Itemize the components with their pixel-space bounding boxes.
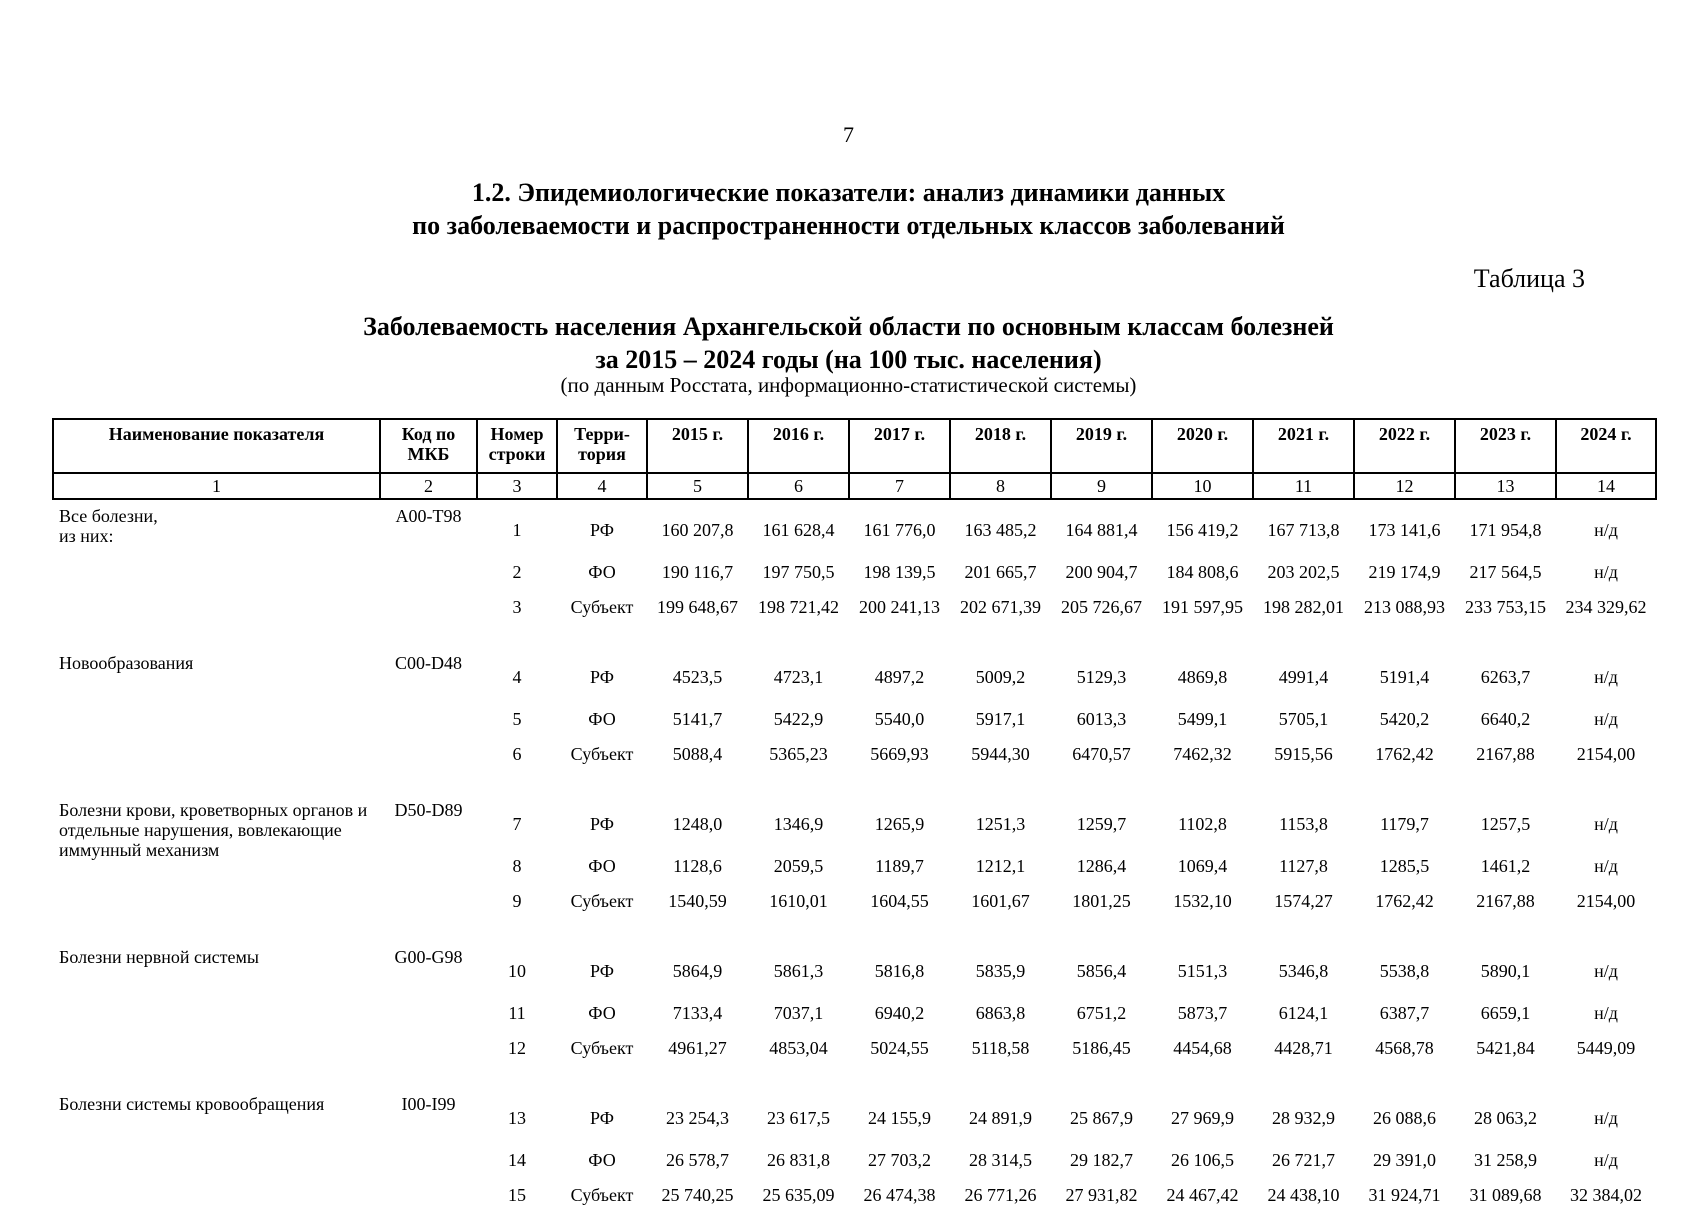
- value-cell: 32 384,02: [1570, 1184, 1642, 1205]
- value-cell: 31 089,68: [1469, 1184, 1542, 1205]
- value-cell: 27 931,82: [1065, 1184, 1138, 1205]
- row-number: 12: [508, 1037, 526, 1058]
- value-cell: 5421,84: [1476, 1037, 1535, 1058]
- value-cell: 164 881,4: [1065, 520, 1138, 540]
- value-cell: 4869,8: [1177, 667, 1228, 687]
- value-cell: 1285,5: [1379, 855, 1430, 876]
- value-cell: 7462,32: [1173, 743, 1232, 764]
- value-cell: 200 904,7: [1065, 561, 1138, 582]
- value-cell: 190 116,7: [661, 561, 734, 582]
- value-cell: 2167,88: [1476, 743, 1535, 764]
- value-cell: 5141,7: [672, 708, 723, 729]
- row-number: 15: [508, 1184, 526, 1205]
- territory: Субъект: [570, 596, 634, 617]
- row-number: 14: [508, 1149, 526, 1170]
- column-number-row: [53, 473, 1656, 499]
- value-cell: 25 867,9: [1070, 1108, 1133, 1128]
- value-cell: 2154,00: [1576, 743, 1636, 764]
- value-cell: 24 438,10: [1267, 1184, 1340, 1205]
- value-cell: 4723,1: [773, 667, 824, 687]
- territory: Субъект: [570, 1037, 634, 1058]
- value-cell: 4853,04: [769, 1037, 828, 1058]
- table-row: [53, 941, 1656, 995]
- header-year: 2023 г.: [1455, 419, 1556, 473]
- value-cell: 1212,1: [975, 855, 1026, 876]
- value-cell: 5151,3: [1177, 961, 1228, 981]
- section-title: [0, 176, 1697, 242]
- column-number: 6: [748, 473, 849, 499]
- value-cell: 6640,2: [1480, 708, 1531, 729]
- value-cell: 5540,0: [874, 708, 925, 729]
- value-cell: 5861,3: [773, 961, 824, 981]
- column-number: 5: [647, 473, 748, 499]
- value-cell: 5191,4: [1379, 667, 1430, 687]
- header-year: 2019 г.: [1051, 419, 1152, 473]
- territory: Субъект: [570, 1184, 634, 1205]
- value-cell: 234 329,62: [1565, 596, 1647, 617]
- value-cell: 26 474,38: [863, 1184, 936, 1205]
- value-cell: 5917,1: [975, 708, 1026, 729]
- value-cell: 5856,4: [1076, 961, 1127, 981]
- value-cell: н/д: [1594, 814, 1618, 834]
- value-cell: 25 740,25: [661, 1184, 734, 1205]
- header-year: 2021 г.: [1253, 419, 1354, 473]
- spacer-cell: [53, 918, 1656, 941]
- value-cell: 6124,1: [1278, 1002, 1329, 1023]
- value-cell: 199 648,67: [657, 596, 738, 617]
- value-cell: 27 703,2: [868, 1149, 931, 1170]
- territory: РФ: [590, 667, 614, 687]
- value-cell: 1346,9: [773, 814, 824, 834]
- value-cell: 1259,7: [1076, 814, 1127, 834]
- value-cell: н/д: [1594, 708, 1618, 729]
- value-cell: 5186,45: [1072, 1037, 1131, 1058]
- value-cell: 1102,8: [1178, 814, 1227, 834]
- value-cell: 26 831,8: [767, 1149, 830, 1170]
- value-cell: 28 932,9: [1272, 1108, 1335, 1128]
- table-title-line2: за 2015 – 2024 годы (на 100 тыс. населения): [595, 345, 1102, 374]
- value-cell: 161 776,0: [863, 520, 936, 540]
- indicator-name: Болезни нервной системы: [59, 947, 260, 967]
- value-cell: 28 063,2: [1474, 1108, 1537, 1128]
- section-title-line2: по заболеваемости и распространенности отдельных классов заболеваний: [412, 211, 1285, 240]
- icd-code: I00-I99: [401, 1094, 456, 1114]
- territory: ФО: [588, 1002, 616, 1023]
- value-cell: 5705,1: [1278, 708, 1329, 729]
- header-year: 2016 г.: [748, 419, 849, 473]
- icd-code: G00-G98: [394, 947, 463, 967]
- table-title-line1: Заболеваемость населения Архангельской области по основным классам болезней: [363, 312, 1334, 341]
- value-cell: 27 969,9: [1171, 1108, 1234, 1128]
- value-cell: 1762,42: [1375, 743, 1434, 764]
- value-cell: 23 254,3: [666, 1108, 729, 1128]
- row-number: 5: [512, 708, 522, 729]
- table-label: Таблица 3: [1473, 264, 1585, 293]
- value-cell: 2059,5: [773, 855, 824, 876]
- value-cell: 5024,55: [870, 1037, 929, 1058]
- value-cell: 26 106,5: [1171, 1149, 1234, 1170]
- value-cell: 1179,7: [1380, 814, 1429, 834]
- header-code: Код по МКБ: [380, 419, 477, 473]
- value-cell: 6013,3: [1076, 708, 1127, 729]
- value-cell: 4523,5: [672, 667, 723, 687]
- territory: ФО: [588, 1149, 616, 1170]
- value-cell: 1604,55: [870, 890, 929, 911]
- value-cell: 1257,5: [1480, 814, 1531, 834]
- value-cell: 26 088,6: [1373, 1108, 1436, 1128]
- section-title-line1: 1.2. Эпидемиологические показатели: анализ динамики данных: [471, 178, 1226, 207]
- value-cell: 160 207,8: [661, 520, 734, 540]
- value-cell: 198 139,5: [863, 561, 936, 582]
- value-cell: 5118,58: [971, 1037, 1030, 1058]
- value-cell: 5538,8: [1379, 961, 1430, 981]
- value-cell: 198 721,42: [758, 596, 839, 617]
- value-cell: 31 924,71: [1368, 1184, 1441, 1205]
- value-cell: н/д: [1594, 855, 1618, 876]
- icd-code: C00-D48: [395, 653, 462, 673]
- column-number: 2: [380, 473, 477, 499]
- row-number: 6: [512, 743, 522, 764]
- column-number: 1: [53, 473, 380, 499]
- value-cell: 184 808,6: [1166, 561, 1239, 582]
- value-cell: 7133,4: [672, 1002, 723, 1023]
- row-number: 13: [508, 1108, 526, 1128]
- territory: ФО: [588, 855, 616, 876]
- value-cell: 5864,9: [672, 961, 723, 981]
- row-number: 2: [512, 561, 522, 582]
- table-row: [53, 1088, 1656, 1142]
- icd-code: A00-T98: [395, 506, 462, 526]
- icd-code: D50-D89: [394, 800, 463, 820]
- header-name: Наименование показателя: [53, 419, 380, 473]
- row-number: 1: [512, 520, 522, 540]
- value-cell: 197 750,5: [762, 561, 835, 582]
- value-cell: 1127,8: [1279, 855, 1328, 876]
- group-spacer: [53, 624, 1656, 647]
- column-number: 13: [1455, 473, 1556, 499]
- morbidity-table: [52, 418, 1657, 1212]
- value-cell: 1189,7: [875, 855, 924, 876]
- value-cell: 5669,93: [870, 743, 929, 764]
- column-number: 10: [1152, 473, 1253, 499]
- territory: ФО: [588, 708, 616, 729]
- indicator-name: Новообразования: [59, 653, 194, 673]
- value-cell: н/д: [1594, 561, 1618, 582]
- column-number: 14: [1556, 473, 1656, 499]
- value-cell: 156 419,2: [1166, 520, 1239, 540]
- value-cell: 1801,25: [1072, 890, 1131, 911]
- value-cell: 4568,78: [1375, 1037, 1434, 1058]
- value-cell: 198 282,01: [1263, 596, 1344, 617]
- value-cell: 202 671,39: [960, 596, 1041, 617]
- territory: РФ: [590, 1108, 614, 1128]
- column-number: 8: [950, 473, 1051, 499]
- header-year: 2022 г.: [1354, 419, 1455, 473]
- header-row-number: Номер строки: [477, 419, 557, 473]
- value-cell: 23 617,5: [767, 1108, 830, 1128]
- value-cell: н/д: [1594, 1108, 1618, 1128]
- value-cell: 6659,1: [1480, 1002, 1531, 1023]
- value-cell: 5088,4: [672, 743, 723, 764]
- value-cell: н/д: [1594, 1002, 1618, 1023]
- value-cell: 213 088,93: [1364, 596, 1445, 617]
- table-body: [53, 499, 1656, 1212]
- value-cell: 6470,57: [1072, 743, 1131, 764]
- value-cell: н/д: [1594, 961, 1618, 981]
- header-row: [53, 419, 1656, 473]
- value-cell: 1265,9: [874, 814, 925, 834]
- value-cell: 4961,27: [668, 1037, 727, 1058]
- row-number: 10: [508, 961, 526, 981]
- territory: РФ: [590, 520, 614, 540]
- value-cell: 5873,7: [1177, 1002, 1228, 1023]
- group-spacer: [53, 918, 1656, 941]
- value-cell: 163 485,2: [964, 520, 1037, 540]
- table-row: [53, 647, 1656, 701]
- value-cell: 5835,9: [975, 961, 1026, 981]
- value-cell: н/д: [1594, 1149, 1618, 1170]
- value-cell: 1610,01: [769, 890, 828, 911]
- value-cell: н/д: [1594, 520, 1618, 540]
- value-cell: 1762,42: [1375, 890, 1434, 911]
- value-cell: 24 467,42: [1166, 1184, 1239, 1205]
- value-cell: 201 665,7: [964, 561, 1037, 582]
- value-cell: 1601,67: [971, 890, 1030, 911]
- value-cell: 4897,2: [874, 667, 925, 687]
- value-cell: 191 597,95: [1162, 596, 1243, 617]
- value-cell: 6863,8: [975, 1002, 1026, 1023]
- value-cell: 1540,59: [668, 890, 727, 911]
- value-cell: 28 314,5: [969, 1149, 1032, 1170]
- value-cell: 6263,7: [1480, 667, 1531, 687]
- column-number: 12: [1354, 473, 1455, 499]
- value-cell: 1153,8: [1279, 814, 1328, 834]
- value-cell: 24 155,9: [868, 1108, 931, 1128]
- value-cell: 1248,0: [672, 814, 723, 834]
- row-number: 11: [508, 1002, 526, 1023]
- header-year: 2015 г.: [647, 419, 748, 473]
- value-cell: 26 578,7: [666, 1149, 729, 1170]
- value-cell: 173 141,6: [1368, 520, 1441, 540]
- row-number: 3: [512, 596, 522, 617]
- table-subtitle: (по данным Росстата, информационно-статистической системы): [560, 373, 1137, 397]
- value-cell: 4454,68: [1173, 1037, 1232, 1058]
- value-cell: 4428,71: [1274, 1037, 1333, 1058]
- header-year: 2018 г.: [950, 419, 1051, 473]
- value-cell: 5499,1: [1177, 708, 1228, 729]
- value-cell: 5944,30: [971, 743, 1030, 764]
- value-cell: 219 174,9: [1368, 561, 1441, 582]
- column-number: 4: [557, 473, 647, 499]
- value-cell: 31 258,9: [1474, 1149, 1537, 1170]
- value-cell: 6751,2: [1076, 1002, 1127, 1023]
- value-cell: 205 726,67: [1061, 596, 1142, 617]
- value-cell: 5129,3: [1076, 667, 1127, 687]
- row-number: 9: [512, 890, 522, 911]
- value-cell: 7037,1: [773, 1002, 824, 1023]
- row-number: 4: [512, 667, 522, 687]
- territory: Субъект: [570, 890, 634, 911]
- value-cell: 25 635,09: [762, 1184, 835, 1205]
- value-cell: 161 628,4: [762, 520, 835, 540]
- indicator-name: Болезни крови, кроветворных органов и отдельные нарушения, вовлекающие иммунный механизм: [59, 800, 368, 860]
- table-row: [53, 499, 1656, 554]
- column-number: 11: [1253, 473, 1354, 499]
- row-number: 8: [512, 855, 522, 876]
- value-cell: 5449,09: [1576, 1037, 1636, 1058]
- indicator-name: Болезни системы кровообращения: [59, 1094, 325, 1114]
- value-cell: 5009,2: [975, 667, 1026, 687]
- value-cell: 1286,4: [1076, 855, 1127, 876]
- value-cell: 1532,10: [1173, 890, 1232, 911]
- value-cell: 6940,2: [874, 1002, 925, 1023]
- value-cell: 5422,9: [773, 708, 824, 729]
- table-header: [53, 419, 1656, 499]
- value-cell: 5816,8: [874, 961, 925, 981]
- table-title: [0, 310, 1697, 376]
- value-cell: 171 954,8: [1469, 520, 1542, 540]
- value-cell: 5346,8: [1278, 961, 1329, 981]
- column-number: 9: [1051, 473, 1152, 499]
- header-year: 2020 г.: [1152, 419, 1253, 473]
- territory: Субъект: [570, 743, 634, 764]
- value-cell: 200 241,13: [859, 596, 940, 617]
- column-number: 7: [849, 473, 950, 499]
- territory: РФ: [590, 961, 614, 981]
- value-cell: 26 771,26: [964, 1184, 1037, 1205]
- territory: ФО: [588, 561, 616, 582]
- value-cell: 217 564,5: [1469, 561, 1542, 582]
- value-cell: 203 202,5: [1267, 561, 1340, 582]
- value-cell: 1128,6: [673, 855, 722, 876]
- value-cell: 5915,56: [1274, 743, 1333, 764]
- value-cell: 167 713,8: [1267, 520, 1340, 540]
- table-row: [53, 794, 1656, 848]
- value-cell: 1069,4: [1177, 855, 1228, 876]
- value-cell: 6387,7: [1379, 1002, 1430, 1023]
- row-number: 7: [512, 814, 522, 834]
- value-cell: н/д: [1594, 667, 1618, 687]
- value-cell: 233 753,15: [1465, 596, 1546, 617]
- value-cell: 5365,23: [769, 743, 828, 764]
- group-spacer: [53, 1065, 1656, 1088]
- value-cell: 1574,27: [1274, 890, 1333, 911]
- value-cell: 5890,1: [1480, 961, 1531, 981]
- value-cell: 29 182,7: [1070, 1149, 1133, 1170]
- value-cell: 1461,2: [1480, 855, 1531, 876]
- value-cell: 5420,2: [1379, 708, 1430, 729]
- value-cell: 4991,4: [1278, 667, 1329, 687]
- value-cell: 2167,88: [1476, 890, 1535, 911]
- value-cell: 1251,3: [975, 814, 1026, 834]
- header-year: 2017 г.: [849, 419, 950, 473]
- territory: РФ: [590, 814, 614, 834]
- header-territory: Терри-тория: [557, 419, 647, 473]
- group-spacer: [53, 771, 1656, 794]
- spacer-cell: [53, 771, 1656, 794]
- header-year: 2024 г.: [1556, 419, 1656, 473]
- spacer-cell: [53, 624, 1656, 647]
- value-cell: 26 721,7: [1272, 1149, 1335, 1170]
- indicator-name: Все болезни, из них:: [59, 506, 158, 546]
- page-number: 7: [843, 122, 854, 147]
- value-cell: 29 391,0: [1373, 1149, 1436, 1170]
- value-cell: 24 891,9: [969, 1108, 1032, 1128]
- value-cell: 2154,00: [1576, 890, 1636, 911]
- spacer-cell: [53, 1065, 1656, 1088]
- column-number: 3: [477, 473, 557, 499]
